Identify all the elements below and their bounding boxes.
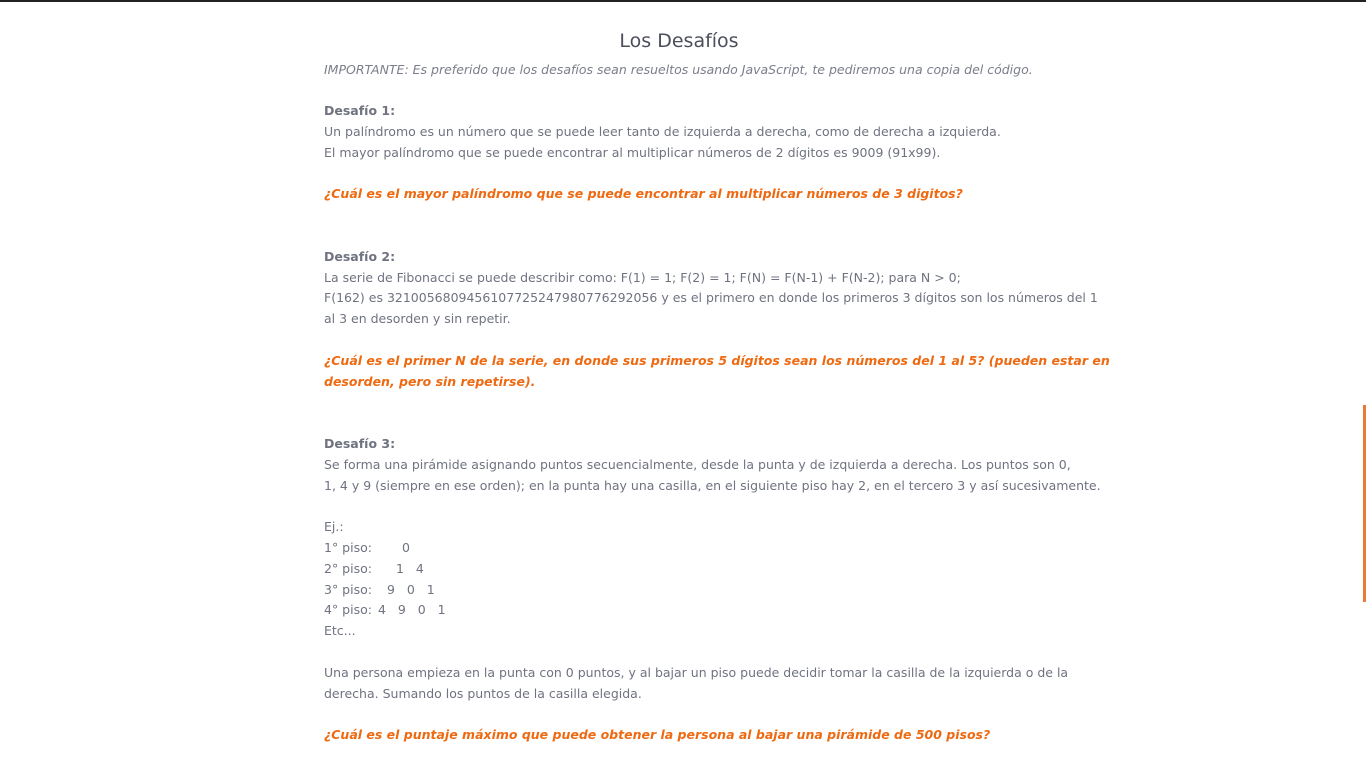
challenge-2-line-2: F(162) es 3210056809456107725247980776292056 y es el primero en donde los primeros 3 dígitos son los números del 1: [324, 290, 1098, 305]
example-row-values: 1 4: [396, 561, 424, 576]
important-note: IMPORTANTE: Es preferido que los desafíos sean resueltos usando JavaScript, te pediremos una copia del código.: [324, 62, 1033, 77]
page-title: Los Desafíos: [619, 30, 739, 52]
challenge-1-line-2: El mayor palíndromo que se puede encontrar al multiplicar números de 2 dígitos es 9009 (91x99).: [324, 145, 941, 160]
challenge-3-question: ¿Cuál es el puntaje máximo que puede obtener la persona al bajar una pirámide de 500 pisos?: [324, 727, 991, 742]
example-row-label: 4° piso:: [324, 602, 372, 617]
challenge-1-question: ¿Cuál es el mayor palíndromo que se puede encontrar al multiplicar números de 3 digitos?: [324, 186, 963, 201]
challenge-3-line-3: Una persona empieza en la punta con 0 puntos, y al bajar un piso puede decidir tomar la casilla de la izquierda o de la: [324, 665, 1069, 680]
example-row-values: 9 0 1: [387, 582, 435, 597]
challenge-2-question-line-2: desorden, pero sin repetirse).: [324, 374, 536, 389]
example-row-values: 4 9 0 1: [378, 602, 446, 617]
challenge-2-heading: Desafío 2:: [324, 249, 396, 264]
example-row: [324, 579, 435, 600]
example-row-label: 2° piso:: [324, 561, 372, 576]
challenge-3-line-2: 1, 4 y 9 (siempre en ese orden); en la punta hay una casilla, en el siguiente piso hay 2, en el tercero 3 y así sucesivamente.: [324, 478, 1101, 493]
top-border: [0, 0, 1366, 2]
example-row-label: 1° piso:: [324, 540, 372, 555]
challenge-3-line-1: Se forma una pirámide asignando puntos secuencialmente, desde la punta y de izquierda a derecha. Los puntos son 0,: [324, 457, 1071, 472]
example-row-label: 3° piso:: [324, 582, 372, 597]
example-label: Ej.:: [324, 519, 344, 534]
example-etc: Etc...: [324, 623, 356, 638]
example-row-values: 0: [402, 540, 410, 555]
challenge-3-line-4: derecha. Sumando los puntos de la casilla elegida.: [324, 686, 642, 701]
challenge-3-heading: Desafío 3:: [324, 436, 396, 451]
example-row: [324, 558, 424, 579]
challenge-1-line-1: Un palíndromo es un número que se puede leer tanto de izquierda a derecha, como de derecha a izquierda.: [324, 124, 1001, 139]
challenge-1-heading: Desafío 1:: [324, 103, 396, 118]
challenge-2-line-3: al 3 en desorden y sin repetir.: [324, 311, 511, 326]
example-row: [324, 537, 410, 558]
example-row: [324, 599, 446, 620]
challenge-2-question-line-1: ¿Cuál es el primer N de la serie, en donde sus primeros 5 dígitos sean los números del 1 al 5? (pueden estar en: [324, 353, 1110, 368]
challenge-2-line-1: La serie de Fibonacci se puede describir como: F(1) = 1; F(2) = 1; F(N) = F(N-1) + F(N-2); para N > 0;: [324, 270, 961, 285]
